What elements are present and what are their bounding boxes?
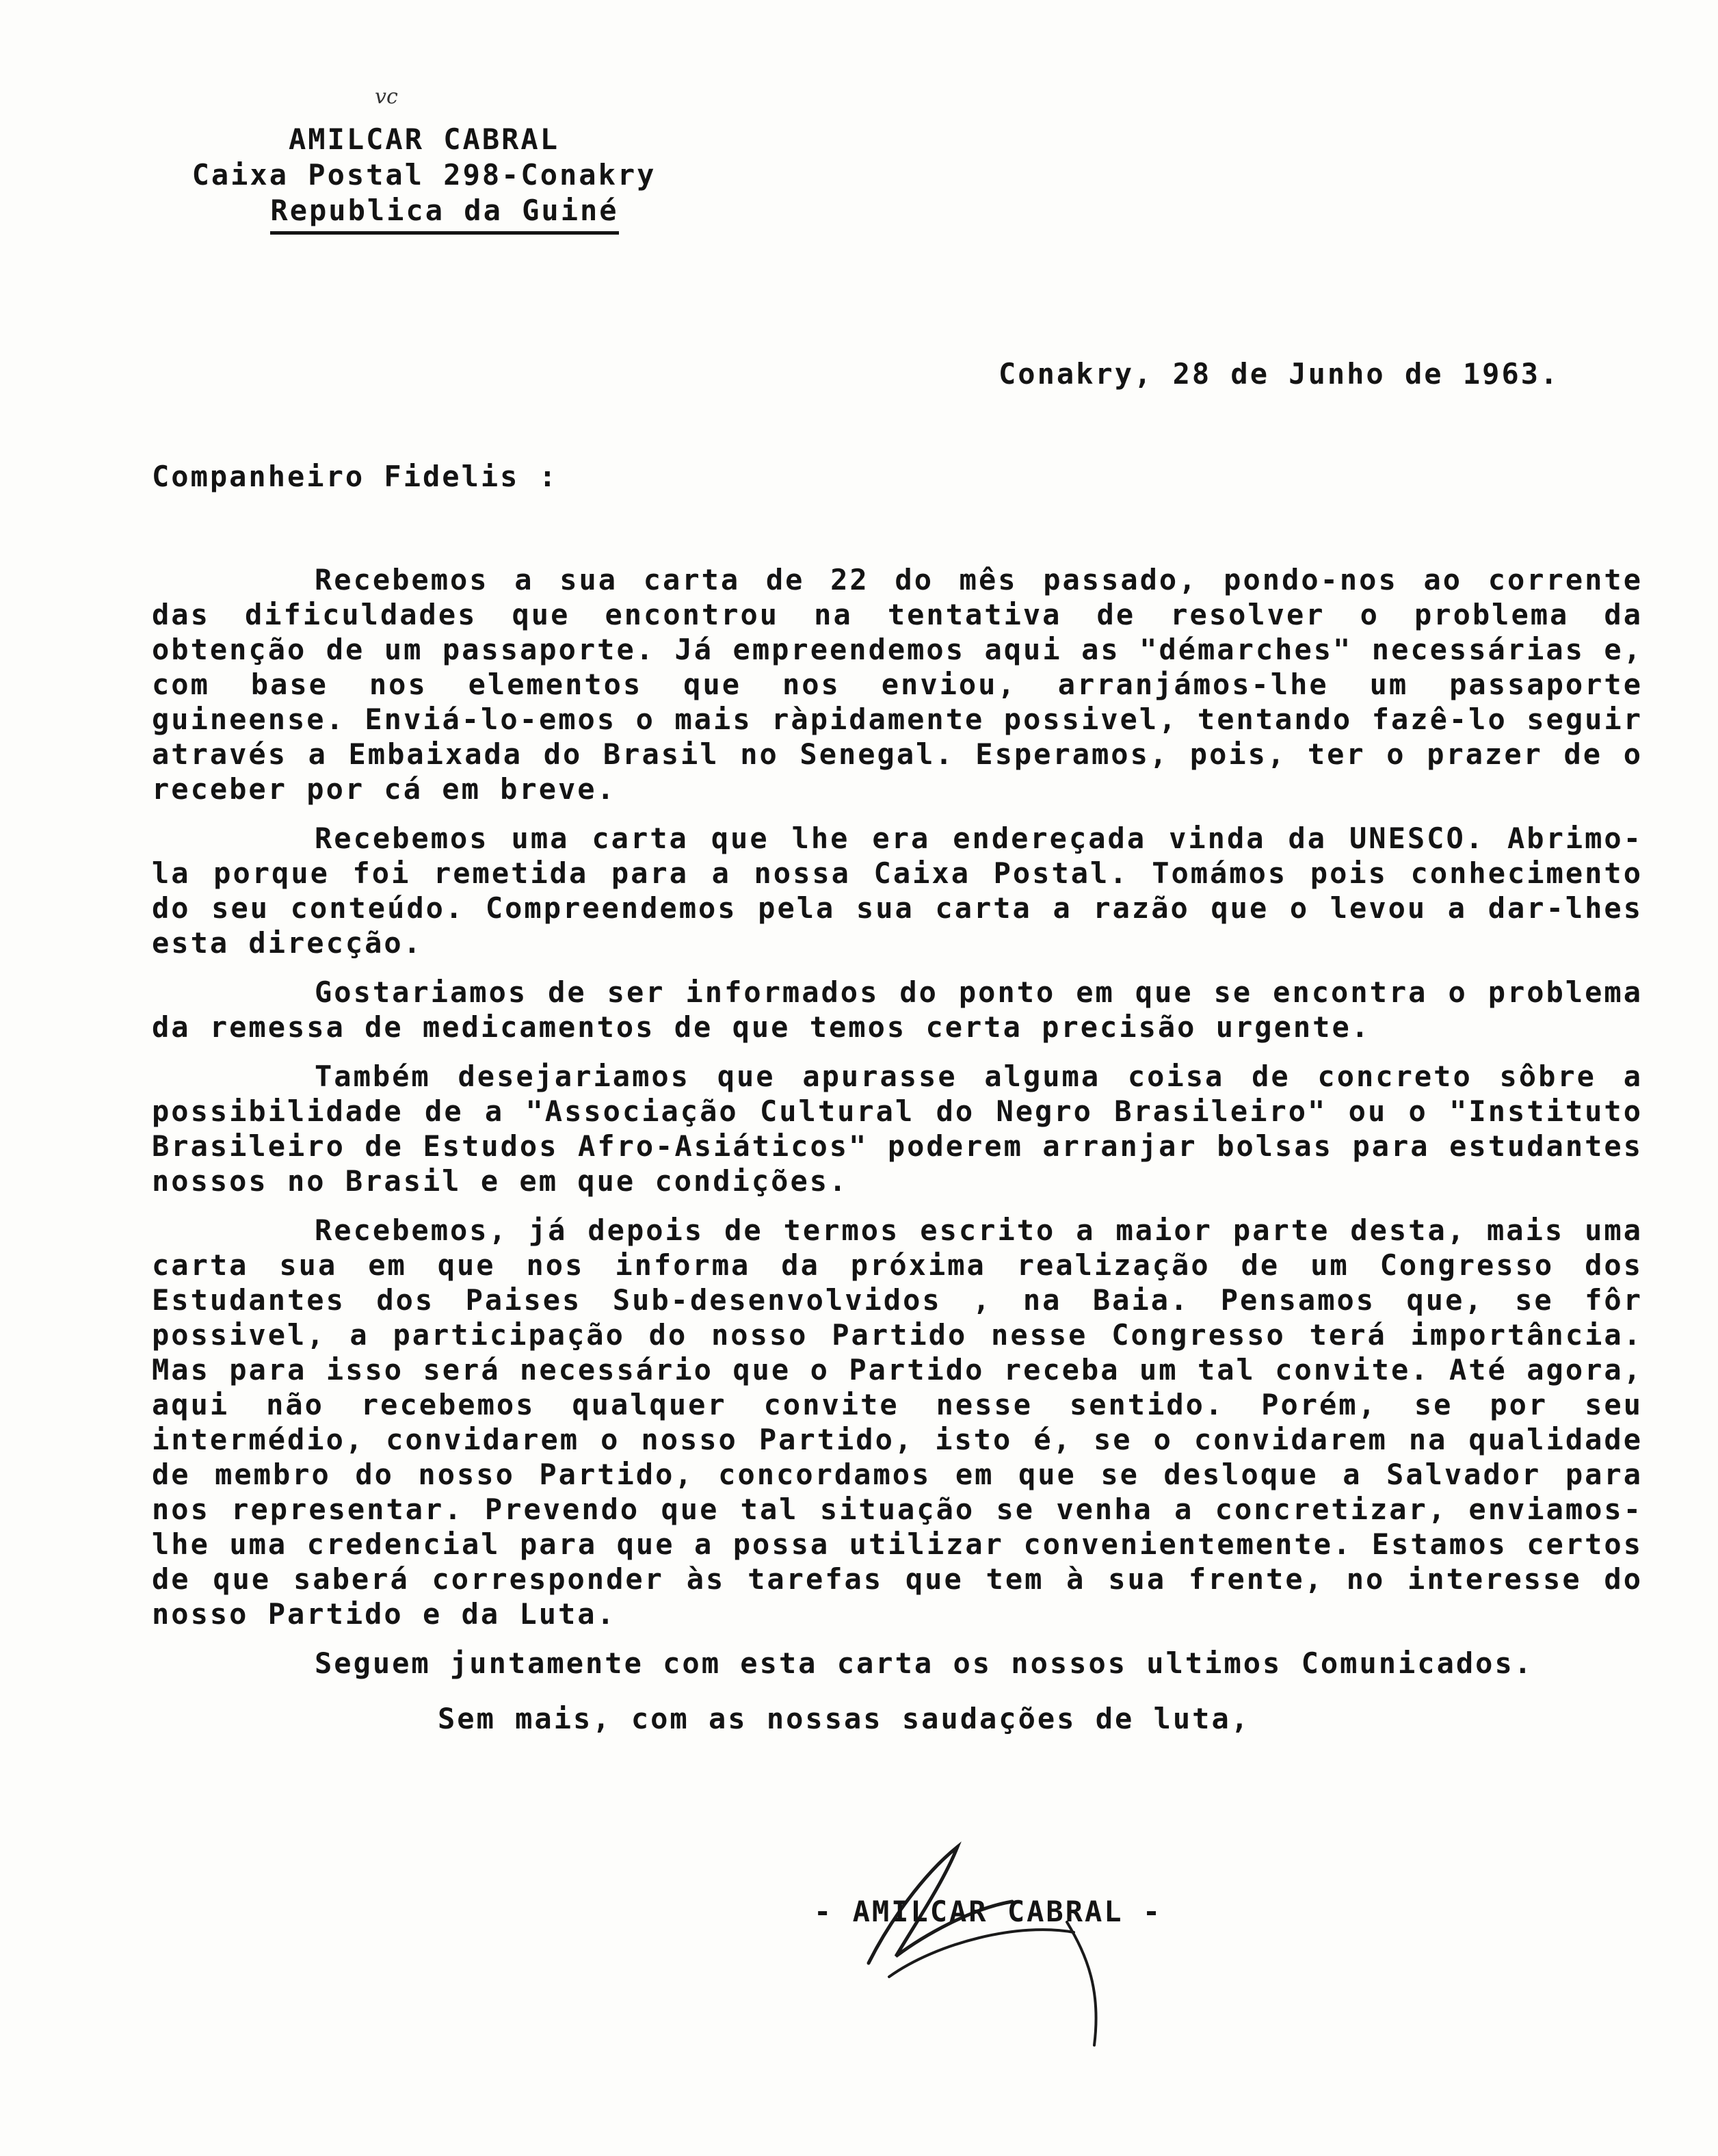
paragraph: Recebemos a sua carta de 22 do mês passado, pondo-nos ao corrente das dificuldades que encontrou na tentativa de resolver o problema da obtenção de um passaporte. Já empreendemos aqui as "démarches" necessárias e, com base nos elementos que nos enviou, arranjámos-lhe um passaporte guineense. Enviá-lo-emos o mais ràpidamente possivel, tentando fazê-lo seguir através a Embaixada do Brasil no Senegal. Esperamos, pois, ter o prazer de o receber por cá em breve.	[152, 563, 1643, 806]
paragraph: Recebemos uma carta que lhe era endereçada vinda da UNESCO. Abrimo-la porque foi remetida para a nossa Caixa Postal. Tomámos pois conhecimento do seu conteúdo. Compreendemos pela sua carta a razão que o levou a dar-lhes esta direcção.	[152, 821, 1643, 960]
closing: Sem mais, com as nossas saudações de luta,	[438, 1702, 1251, 1735]
letter-body	[152, 562, 1643, 1695]
handwritten-signature	[841, 1819, 1197, 2052]
sender-name: AMILCAR CABRAL	[288, 122, 559, 156]
sender-country: Republica da Guiné	[270, 193, 618, 235]
letterhead	[164, 122, 684, 235]
paragraph: Seguem juntamente com esta carta os nossos ultimos Comunicados.	[315, 1646, 1534, 1680]
handwritten-annotation: vc	[375, 85, 398, 109]
paragraph: Gostariamos de ser informados do ponto em que se encontra o problema da remessa de medicamentos de que temos certa precisão urgente.	[152, 975, 1643, 1044]
paragraph: Também desejariamos que apurasse alguma coisa de concreto sôbre a possibilidade de a "Associação Cultural do Negro Brasileiro" ou o "Instituto Brasileiro de Estudos Afro-Asiáticos" poderem arranjar bolsas para estudantes nossos no Brasil e em que condições.	[152, 1060, 1643, 1198]
salutation: Companheiro Fidelis :	[152, 460, 559, 493]
paragraph: Recebemos, já depois de termos escrito a maior parte desta, mais uma carta sua em que nos informa da próxima realização de um Congresso dos Estudantes dos Paises Sub-desenvolvidos , na Baia. Pensamos que, se fôr possivel, a participação do nosso Partido nesse Congresso terá importância. Mas para isso será necessário que o Partido receba um tal convite. Até agora, aqui não recebemos qualquer convite nesse sentido. Porém, se por seu intermédio, convidarem o nosso Partido, isto é, se o convidarem na qualidade de membro do nosso Partido, concordamos em que se desloque a Salvador para nos representar. Prevendo que tal situação se venha a concretizar, enviamos-lhe uma credencial para que a possa utilizar convenientemente. Estamos certos de que saberá corresponder às tarefas que tem à sua frente, no interesse do nosso Partido e da Luta.	[152, 1213, 1643, 1631]
signature-name: - AMILCAR CABRAL -	[814, 1895, 1163, 1928]
letter-date: Conakry, 28 de Junho de 1963.	[999, 357, 1560, 391]
sender-address: Caixa Postal 298-Conakry	[191, 158, 657, 192]
